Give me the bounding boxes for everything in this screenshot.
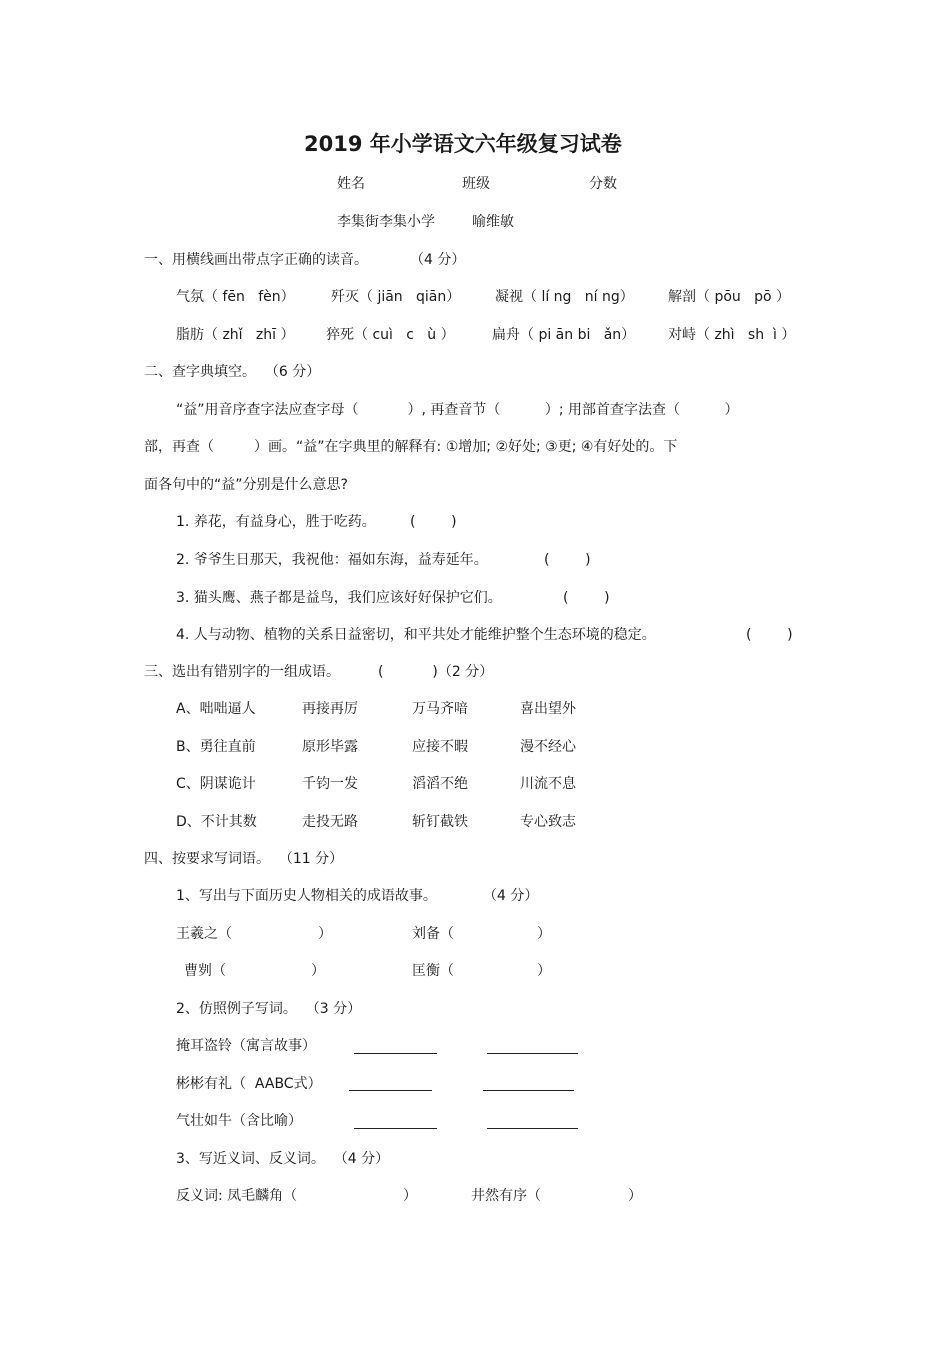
- option-b-1: B、勇往直前: [176, 739, 256, 755]
- page-title: 2019 年小学语文六年级复习试卷: [304, 132, 622, 156]
- section-2-paragraph: 面各句中的“益”分别是什么意思?: [144, 477, 348, 493]
- option-d-3: 斩钉截铁: [412, 814, 468, 830]
- close-paren: ）: [311, 963, 325, 979]
- option-c-3: 滔滔不绝: [412, 776, 468, 792]
- example-word: 掩耳盗铃（寓言故事）: [176, 1038, 316, 1054]
- option-c-2: 千钧一发: [302, 776, 358, 792]
- pinyin-item: 脂肪（ zhǐ zhī ）: [176, 327, 295, 343]
- section-2-paragraph: “益”用音序查字法应查字母（ ）, 再查音节（ ）; 用部首查字法查（ ）: [176, 402, 739, 418]
- subsection-1: 1、写出与下面历史人物相关的成语故事。: [176, 888, 437, 904]
- teacher-name: 喻维敏: [472, 214, 514, 230]
- example-word: 气壮如牛（含比喻）: [176, 1113, 302, 1129]
- option-a-3: 万马齐喑: [412, 701, 468, 717]
- section-2-heading: 二、查字典填空。 （6 分）: [144, 364, 321, 380]
- person-liu-bei: 刘备（: [412, 926, 454, 942]
- answer-blank: [487, 1053, 578, 1054]
- subsection-1-points: （4 分）: [483, 888, 539, 904]
- option-c-4: 川流不息: [520, 776, 576, 792]
- option-b-3: 应接不暇: [412, 739, 468, 755]
- option-a-4: 喜出望外: [520, 701, 576, 717]
- name-label: 姓名: [337, 176, 365, 192]
- answer-blank: [349, 1090, 432, 1091]
- pinyin-item: 气氛（ fēn fèn）: [176, 289, 295, 305]
- person-kuang-heng: 匡衡（: [412, 963, 454, 979]
- section-4-heading: 四、按要求写词语。 （11 分）: [144, 851, 344, 867]
- answer-blank: [354, 1053, 437, 1054]
- close-paren: ）: [403, 1188, 417, 1204]
- section-2-paragraph: 部，再查（ ）画。“益”在字典里的解释有: ①增加; ②好处; ③更; ④有好处的。下: [144, 439, 678, 455]
- option-d-1: D、不计其数: [176, 814, 257, 830]
- pinyin-item: 猝死（ cuì c ù ）: [326, 327, 455, 343]
- option-a-1: A、咄咄逼人: [176, 701, 256, 717]
- pinyin-item: 凝视（ lí ng ní ng）: [495, 289, 634, 305]
- antonym-item-2: 井然有序（: [471, 1188, 541, 1204]
- subsection-2: 2、仿照例子写词。 （3 分）: [176, 1001, 362, 1017]
- answer-blank: [354, 1128, 437, 1129]
- class-label: 班级: [462, 176, 490, 192]
- section-3-heading: 三、选出有错别字的一组成语。: [144, 664, 340, 680]
- section-3-answer: ( )（2 分）: [378, 664, 494, 680]
- pinyin-item: 扁舟（ pi ān bi ǎn）: [492, 327, 636, 343]
- subsection-3: 3、写近义词、反义词。 （4 分）: [176, 1151, 390, 1167]
- example-word: 彬彬有礼（ AABC式）: [176, 1076, 322, 1092]
- option-d-2: 走投无路: [302, 814, 358, 830]
- answer-bracket: ( ): [544, 552, 591, 568]
- school-name: 李集街李集小学: [337, 214, 435, 230]
- section-1-heading: 一、用横线画出带点字正确的读音。: [144, 252, 368, 268]
- antonym-item: 反义词: 凤毛麟角（: [176, 1188, 298, 1204]
- answer-blank: [487, 1128, 578, 1129]
- close-paren: ）: [628, 1188, 642, 1204]
- pinyin-item: 歼灭（ jiān qiān）: [331, 289, 461, 305]
- question-3: 3. 猫头鹰、燕子都是益鸟，我们应该好好保护它们。: [176, 590, 502, 606]
- section-1-points: （4 分）: [410, 252, 466, 268]
- person-cao-gui: 曹刿（: [184, 963, 226, 979]
- close-paren: ）: [537, 926, 551, 942]
- option-a-2: 再接再厉: [302, 701, 358, 717]
- person-wang-xizhi: 王羲之（: [176, 926, 232, 942]
- close-paren: ）: [537, 963, 551, 979]
- answer-bracket: ( ): [410, 514, 457, 530]
- pinyin-item: 对峙（ zhì sh ì ）: [668, 327, 796, 343]
- option-b-4: 漫不经心: [520, 739, 576, 755]
- answer-bracket: ( ): [563, 590, 610, 606]
- answer-bracket: ( ): [746, 627, 793, 643]
- option-c-1: C、阴谋诡计: [176, 776, 256, 792]
- close-paren: ）: [318, 926, 332, 942]
- score-label: 分数: [589, 176, 617, 192]
- question-4: 4. 人与动物、植物的关系日益密切，和平共处才能维护整个生态环境的稳定。: [176, 627, 656, 643]
- question-2: 2. 爷爷生日那天，我祝他：福如东海，益寿延年。: [176, 552, 488, 568]
- pinyin-item: 解剖（ pōu pō ）: [668, 289, 791, 305]
- answer-blank: [483, 1090, 574, 1091]
- question-1: 1. 养花，有益身心，胜于吃药。: [176, 514, 376, 530]
- option-b-2: 原形毕露: [302, 739, 358, 755]
- option-d-4: 专心致志: [520, 814, 576, 830]
